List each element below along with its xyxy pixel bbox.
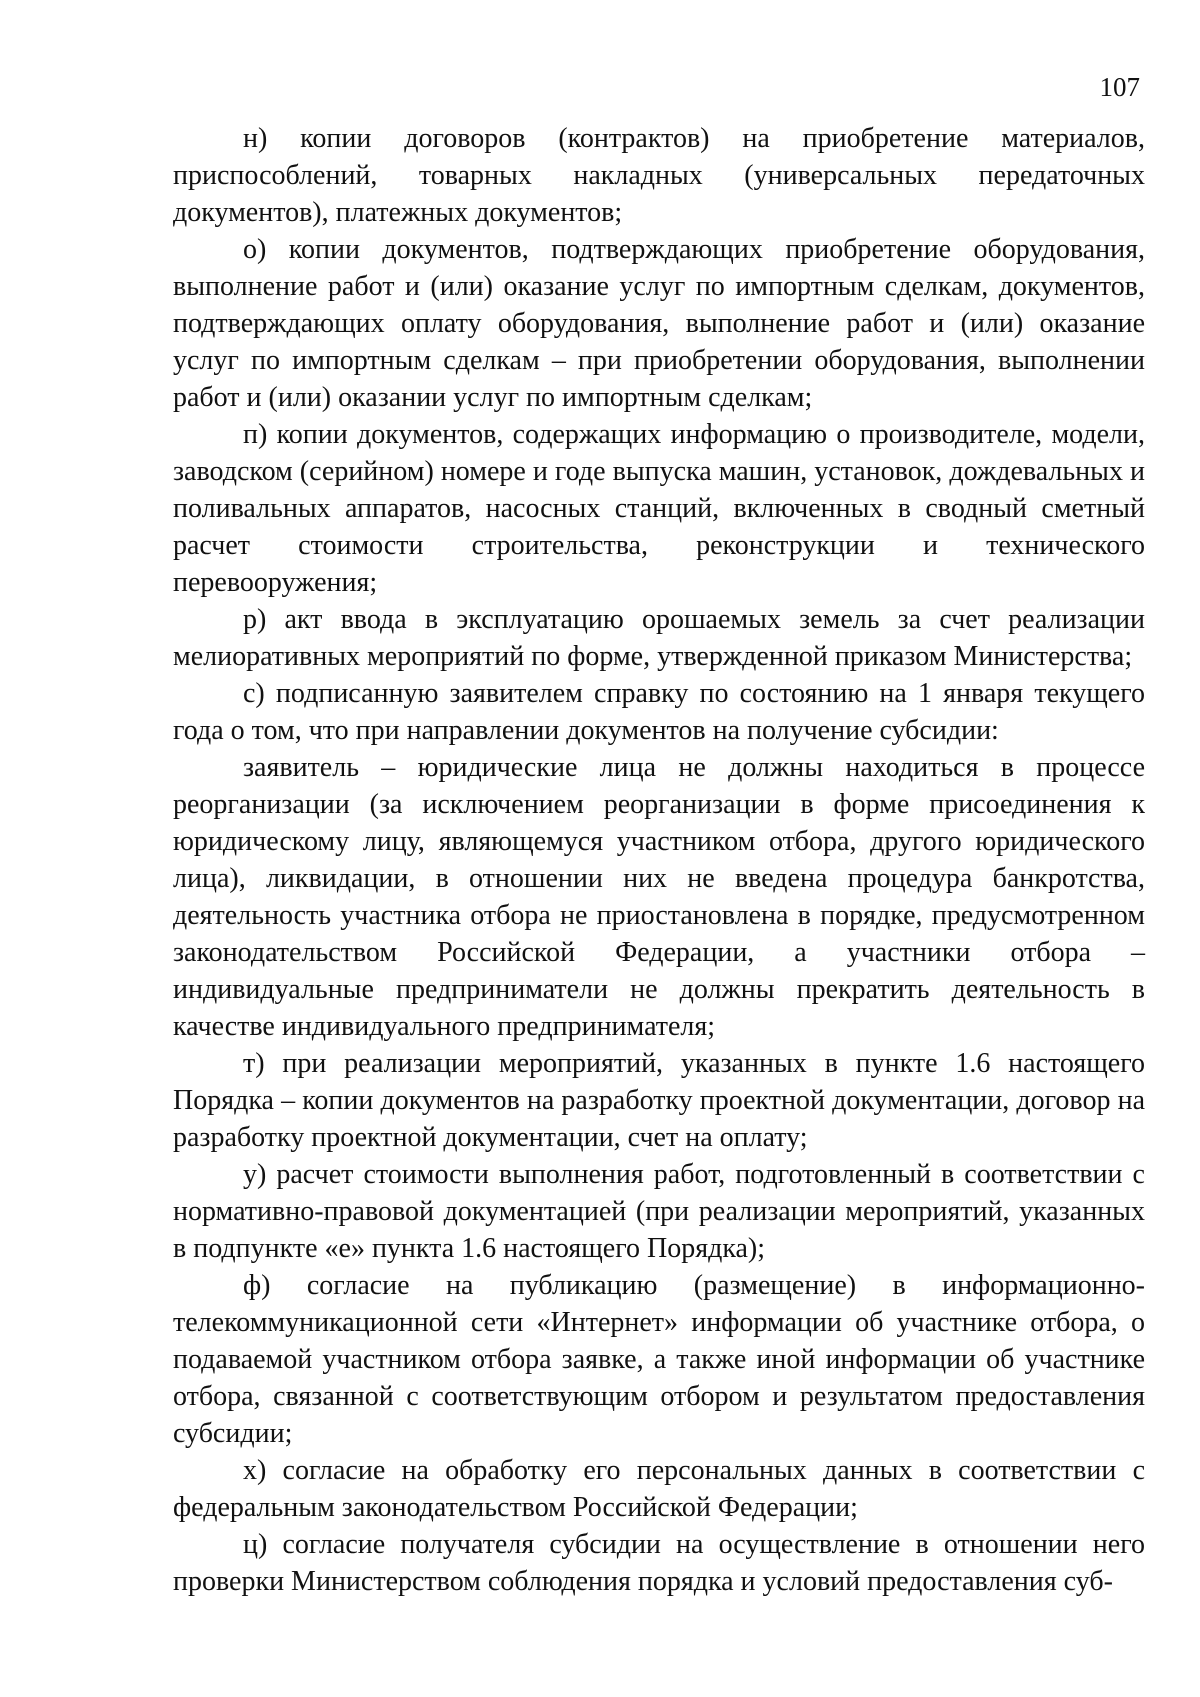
paragraph-f: ф) согласие на публикацию (размещение) в информационно-телекоммуникационной сети «Интернет» информации об участнике отбора, о подаваемой участником отбора заявке, а также иной информации об участнике отбора, связанной с соответствующим отбором и результатом предоставления субсидии; — [173, 1270, 1145, 1449]
paragraph-u: у) расчет стоимости выполнения работ, подготовленный в соответствии с нормативно-правовой документацией (при реализации мероприятий, указанных в подпункте «е» пункта 1.6 настоящего Порядка); — [173, 1159, 1145, 1264]
paragraph-ts: ц) согласие получателя субсидии на осуществление в отношении него проверки Министерством соблюдения порядка и условий предоставления суб- — [173, 1529, 1145, 1597]
paragraph-t: т) при реализации мероприятий, указанных в пункте 1.6 настоящего Порядка – копии документов на разработку проектной документации, договор на разработку проектной документации, счет на оплату; — [173, 1048, 1145, 1153]
paragraph-p: п) копии документов, содержащих информацию о производителе, модели, заводском (серийном) номере и годе выпуска машин, установок, дождевальных и поливальных аппаратов, насосных станций, включенных в сводный сметный расчет стоимости строительства, реконструкции и технического перевооружения; — [173, 419, 1145, 598]
paragraph-applicant: заявитель – юридические лица не должны находиться в процессе реорганизации (за исключением реорганизации в форме присоединения к юридическому лицу, являющемуся участником отбора, другого юридического лица), ликвидации, в отношении них не введена процедура банкротства, деятельность участника отбора не приостановлена в порядке, предусмотренном законодательством Российской Федерации, а участники отбора – индивидуальные предприниматели не должны прекратить деятельность в качестве индивидуального предпринимателя; — [173, 752, 1145, 1042]
paragraph-o: о) копии документов, подтверждающих приобретение оборудования, выполнение работ и (или) оказание услуг по импортным сделкам, документов, подтверждающих оплату оборудования, выполнение работ и (или) оказание услуг по импортным сделкам – при приобретении оборудования, выполнении работ и (или) оказании услуг по импортным сделкам; — [173, 234, 1145, 413]
paragraph-r: р) акт ввода в эксплуатацию орошаемых земель за счет реализации мелиоративных мероприятий по форме, утвержденной приказом Министерства; — [173, 604, 1145, 672]
page-number: 107 — [1099, 72, 1140, 102]
paragraph-kh: х) согласие на обработку его персональных данных в соответствии с федеральным законодательством Российской Федерации; — [173, 1455, 1145, 1523]
paragraph-n: н) копии договоров (контрактов) на приобретение материалов, приспособлений, товарных накладных (универсальных передаточных документов), платежных документов; — [173, 123, 1145, 228]
document-body — [173, 120, 1145, 1600]
paragraph-s: с) подписанную заявителем справку по состоянию на 1 января текущего года о том, что при направлении документов на получение субсидии: — [173, 678, 1145, 746]
